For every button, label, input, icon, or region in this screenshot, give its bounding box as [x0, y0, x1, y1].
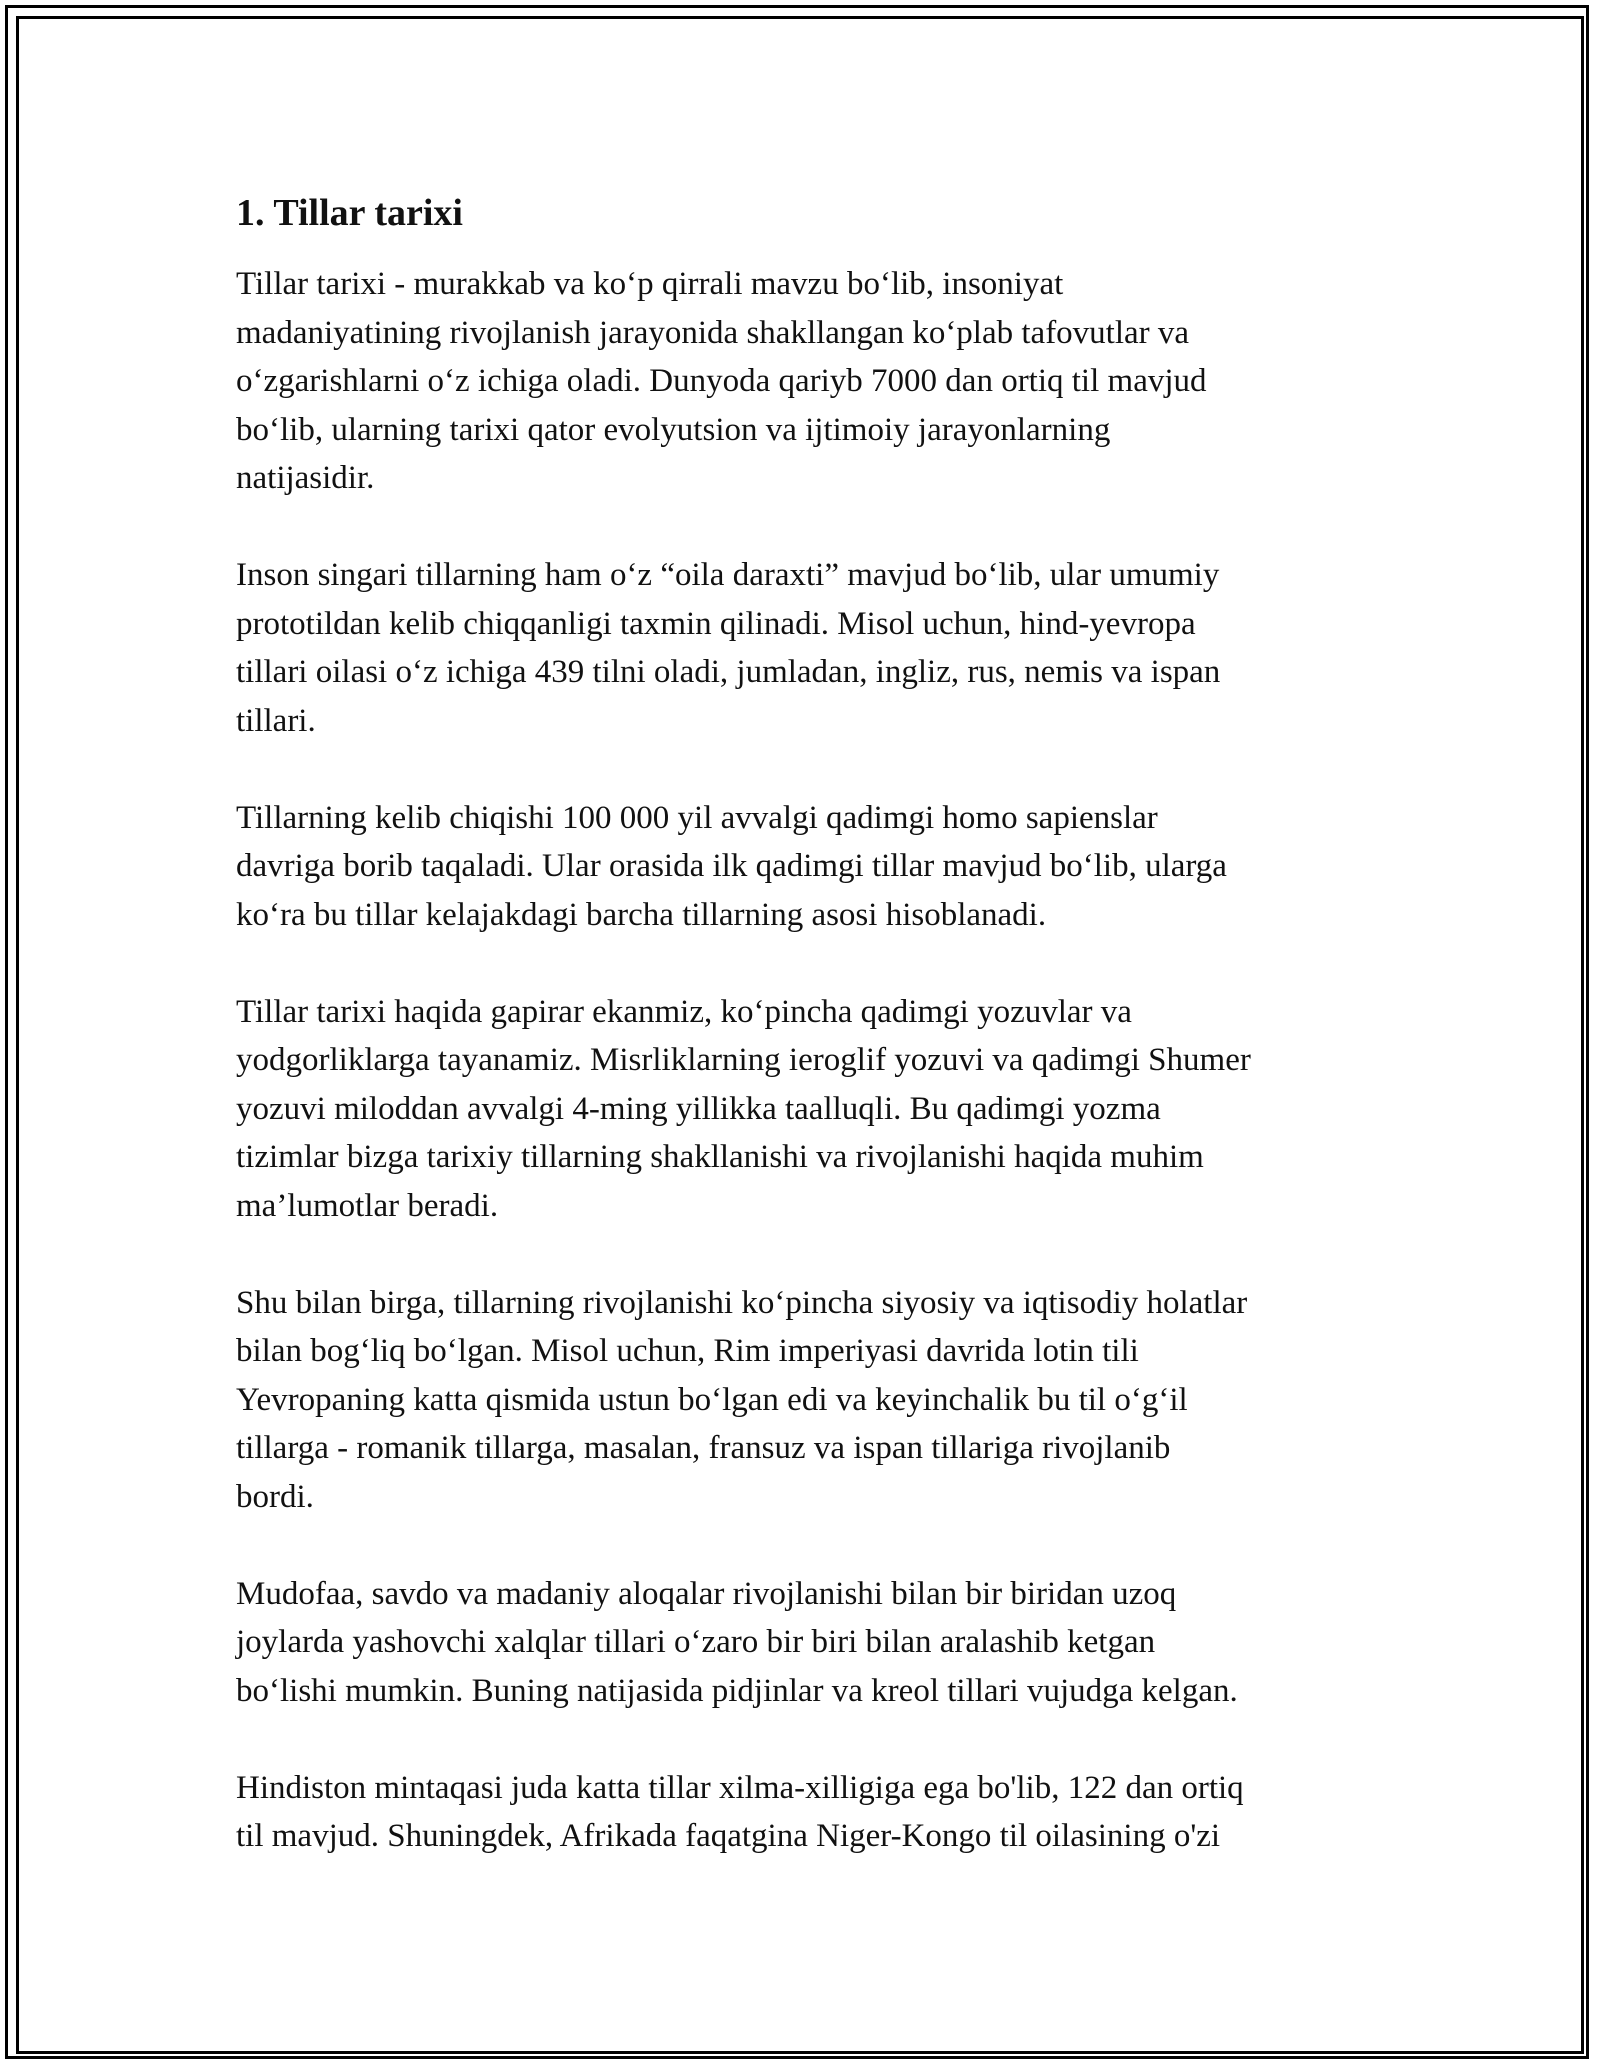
text-line: o‘zgarishlarni o‘z ichiga oladi. Dunyoda qariyb 7000 dan ortiq til mavjud [236, 363, 1207, 399]
text-line: Hindiston mintaqasi juda katta tillar xilma-xilligiga ega bo'lib, 122 dan ortiq [236, 1769, 1244, 1806]
text-line: ko‘ra bu tillar kelajakdagi barcha tillarning asosi hisoblanadi. [236, 896, 1047, 933]
text-line: ma’lumotlar beradi. [236, 1187, 499, 1224]
text-line: bordi. [236, 1478, 314, 1515]
text-line: Tillarning kelib chiqishi 100 000 yil avvalgi qadimgi homo sapienslar [236, 799, 1158, 836]
text-line: madaniyatining rivojlanish jarayonida shakllangan ko‘plab tafovutlar va [236, 314, 1190, 351]
text-line: bo‘lishi mumkin. Buning natijasida pidjinlar va kreol tillari vujudga kelgan. [236, 1672, 1238, 1709]
text-line: Tillar tarixi - murakkab va ko‘p qirrali mavzu bo‘lib, insoniyat [236, 266, 1064, 302]
text-line: natijasidir. [236, 460, 375, 496]
text-line: Tillar tarixi haqida gapirar ekanmiz, ko‘pincha qadimgi yozuvlar va [236, 993, 1132, 1030]
text-line: Mudofaa, savdo va madaniy aloqalar rivojlanishi bilan bir biridan uzoq [236, 1575, 1177, 1612]
paragraph-3 [236, 794, 1386, 940]
text-line: joylarda yashovchi xalqlar tillari o‘zaro bir biri bilan aralashib ketgan [236, 1624, 1156, 1660]
document-body [236, 188, 1386, 1909]
paragraph-5 [236, 1279, 1386, 1522]
text-line: tizimlar bizga tarixiy tillarning shakllanishi va rivojlanishi haqida muhim [236, 1139, 1204, 1175]
text-line: til mavjud. Shuningdek, Afrikada faqatgina Niger-Kongo til oilasining o'zi [236, 1818, 1221, 1854]
paragraph-4 [236, 988, 1386, 1231]
paragraph-2 [236, 551, 1386, 745]
paragraph-7 [236, 1764, 1386, 1861]
text-line: Inson singari tillarning ham o‘z “oila daraxti” mavjud bo‘lib, ular umumiy [236, 557, 1220, 593]
text-line: tillari. [236, 702, 316, 739]
section-heading: 1. Tillar tarixi [236, 192, 463, 234]
text-line: Shu bilan birga, tillarning rivojlanishi ko‘pincha siyosiy va iqtisodiy holatlar [236, 1284, 1248, 1321]
paragraph-1 [236, 260, 1386, 503]
text-line: bilan bog‘liq bo‘lgan. Misol uchun, Rim imperiyasi davrida lotin tili [236, 1333, 1139, 1369]
paragraph-6 [236, 1570, 1386, 1716]
text-line: davriga borib taqaladi. Ular orasida ilk qadimgi tillar mavjud bo‘lib, ularga [236, 848, 1227, 884]
text-line: yodgorliklarga tayanamiz. Misrliklarning ieroglif yozuvi va qadimgi Shumer [236, 1042, 1251, 1078]
text-line: Yevropaning katta qismida ustun bo‘lgan edi va keyinchalik bu til o‘g‘il [236, 1381, 1188, 1418]
text-line: tillari oilasi o‘z ichiga 439 tilni oladi, jumladan, ingliz, rus, nemis va ispan [236, 654, 1221, 690]
text-line: tillarga - romanik tillarga, masalan, fransuz va ispan tillariga rivojlanib [236, 1430, 1171, 1466]
text-line: bo‘lib, ularning tarixi qator evolyutsion va ijtimoiy jarayonlarning [236, 411, 1111, 448]
text-line: yozuvi miloddan avvalgi 4-ming yillikka taalluqli. Bu qadimgi yozma [236, 1090, 1161, 1127]
text-line: prototildan kelib chiqqanligi taxmin qilinadi. Misol uchun, hind-yevropa [236, 605, 1196, 642]
